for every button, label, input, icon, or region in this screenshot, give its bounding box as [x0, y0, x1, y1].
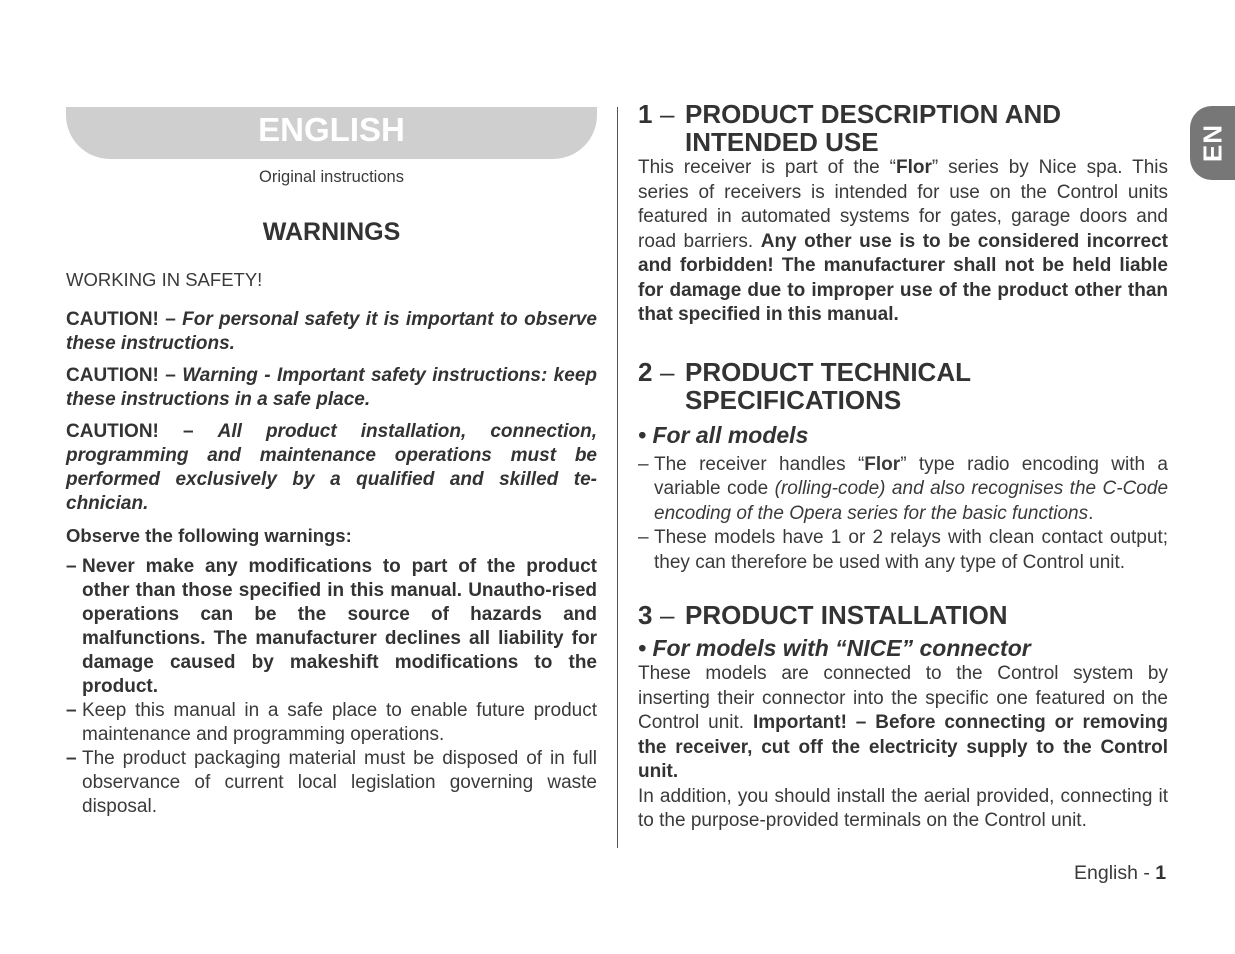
list-item: – Keep this manual in a safe place to enable future product maintenance and programming operations. — [66, 700, 597, 745]
left-column — [66, 107, 597, 819]
caution-label: CAUTION! – — [66, 309, 176, 330]
language-tab — [1190, 106, 1235, 180]
caution-text: Warning - Important safety instructions: keep these instructions in a safe place. — [66, 365, 597, 410]
list-item: – The receiver handles “Flor” type radio encoding with a variable code (rolling-code) and also recognises the C-Code encoding of the Opera series for the basic functions. — [638, 453, 1169, 524]
page-footer: English - 1 — [1074, 862, 1167, 884]
list-item: – Never make any modifications to part of the product other than those specified in this manual. Unautho-rised operations can be the source of hazards and malfunctions. The manufacturer declines all liability for damage caused by makeshift modifications to the product. — [66, 556, 597, 697]
page-number: 1 — [1155, 862, 1167, 884]
original-instructions-label: Original instructions — [259, 168, 404, 186]
observe-warnings-heading: Observe the following warnings: — [66, 525, 352, 546]
aerial-paragraph: In addition, you should install the aerial provided, connecting it to the purpose-provided terminals on the Control unit. — [638, 785, 1168, 831]
section-3-heading: 3 – PRODUCT INSTALLATION — [638, 600, 1008, 630]
section-1-paragraph: This receiver is part of the “Flor” series by Nice spa. This series of receivers is intended for use on the Control units featured in automated systems for gates, garage doors and road barriers. Any other use is to be considered incorrect and forbidden! The manufacturer shall not be held liable for damage due to improper use of the product other than that specified in this manual. — [638, 157, 1168, 325]
caution-text: For personal safety it is important to observe these instructions. — [66, 309, 597, 354]
working-in-safety-label: WORKING IN SAFETY! — [66, 269, 263, 290]
list-item: – The product packaging material must be disposed of in full observance of current local legislation governing waste disposal. — [66, 748, 597, 817]
warnings-list — [66, 555, 597, 819]
language-banner: ENGLISH — [66, 107, 597, 159]
caution-text: All product installation, connection, programming and maintenance operations must be performed exclusively by a qualified and skilled te-chnician. — [66, 421, 597, 514]
language-tab-label: EN — [1197, 123, 1227, 163]
warnings-heading: WARNINGS — [262, 218, 401, 246]
section-1-heading: 1 – PRODUCT DESCRIPTION AND INTENDED USE — [638, 99, 1062, 157]
right-column — [638, 100, 1168, 834]
caution-safety-instructions — [66, 364, 597, 412]
caution-qualified-technician — [66, 420, 597, 516]
section-3-paragraph: These models are connected to the Control system by inserting their connector into the specific one featured on the Control unit. Important! – Before connecting or removing the receiver, cut off the electricity supply to the Control unit. — [638, 663, 1168, 782]
specifications-list — [638, 453, 1168, 576]
list-item: – These models have 1 or 2 relays with clean contact output; they can therefore be used with any type of Control unit. — [638, 527, 1168, 573]
nice-connector-subheading: • For models with “NICE” connector — [638, 635, 1031, 661]
section-2-heading: 2 – PRODUCT TECHNICAL SPECIFICATIONS — [638, 356, 971, 415]
caution-label: CAUTION! – — [66, 365, 176, 386]
caution-label: CAUTION! – — [66, 421, 194, 442]
caution-personal-safety — [66, 308, 597, 356]
all-models-subheading: • For all models — [638, 421, 809, 448]
column-divider — [617, 107, 618, 848]
